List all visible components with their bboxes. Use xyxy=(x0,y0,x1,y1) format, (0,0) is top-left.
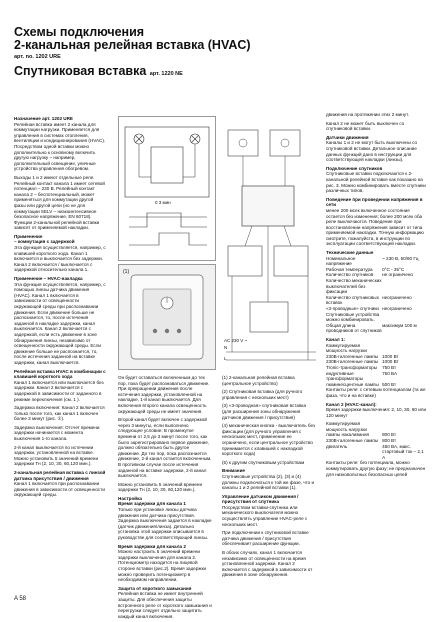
application-heading: Применение xyxy=(14,233,43,239)
column-4 xyxy=(326,112,428,480)
spec-key: Коммутируемая мощность нагрузки xyxy=(326,421,367,432)
delay-on-text: Задержка включения: Канал 2 включается только после того, как канал 1 включен более 3 минут (рис. ②). xyxy=(14,405,105,422)
legend-item-2: (2) Спутниковая вставка (для ручного управления с нескольких мест) xyxy=(222,389,303,400)
protection-text: Релейная вставка не имеет внутренней защиты. Для обеспечения защиты встроенного реле от короткого замыкания и перегрузки следует отдельно защитить каждый канал включения. xyxy=(118,591,212,619)
tech-data-heading: Технические данные xyxy=(326,250,374,256)
spec-value: ~ 230 В, 50/60 Гц xyxy=(382,255,419,261)
sensor-heading: 2-канальная релейная вставка с линзой датчика присутствия / движения xyxy=(14,470,106,481)
satellite-wiring-diagram xyxy=(222,116,320,368)
page-title-line1: Схемы подключения xyxy=(14,25,145,39)
spec-row xyxy=(326,371,428,382)
spec-value: не ограничено xyxy=(382,272,413,278)
spec-key: двигатель xyxy=(326,443,348,449)
control-heading: Управление датчиком движения / присутствия от спутника xyxy=(222,493,299,505)
settings-ch2-heading: Время задержки для канала 2 xyxy=(118,543,186,549)
outputs-text: Выходы 1 и 2 имеют отдельные реле. Релейный контакт канала 1 имеет сетевой потенциал – 230 В. Релейный контакт канала 2 – беспотенциальный, может применяться для коммутации другой фазы или другой цепи (но не для коммутации SELV – низкоинтенсивное безопасное напряжение, EN 60718). Функции 2-канальной релейной вставки зависят от применяемой накладки. xyxy=(14,174,105,231)
behavior-text: менее 200 мсек включенное состояние остается без изменения; более 200 мсек оба реле выключаются. Поведение при восстановлении напряжения зависит от типа применяемой накладки. Точную информацию смотрите, пожалуйста, в инструкции по эксплуатации соответствующей накладки. xyxy=(326,207,424,247)
channel1-specs xyxy=(326,343,428,388)
spec-value: 1000 Вт xyxy=(382,353,399,359)
application-text-2: Эта функция осуществляется, например, с помощью линзы датчика движения (HVAC). Канал 1 включается в зависимости от освещенности окружающей среды при распознавании движения. Если движение больше не распознается, то, после истечения заданной в накладке задержки, канал выключается. Канал 2 включается с задержкой, если есть движение в зоне обнаружения линзы, независимо от освещенности окружающей среды. Если движение больше не распознается, то, после истечения заданной на вставке задержки, канал выключается. xyxy=(14,281,106,365)
spec-key: Количество спутниковых вставок xyxy=(326,294,379,306)
page-number: A 58 xyxy=(14,596,27,602)
protection-heading: Защита от короткого замыкания xyxy=(118,585,192,591)
hvac-text: Канал 1 включается или выключается без задержки. Канал 2 включается с задержкой в зависимости от заданного в режиме переключения (см. 1 ). xyxy=(14,379,104,402)
neutral-label: N xyxy=(224,345,228,350)
column-2 xyxy=(118,375,212,622)
spec-value: 750 ВА xyxy=(382,370,398,376)
col2-text-3: Можно установить 5 значений времени задержки Tн (2, 10, 30, 60,120 мин.). xyxy=(118,481,203,493)
spec-value: 750 Вт xyxy=(382,364,397,370)
control-text-1: Посредством вставки-спутника или механического выключателя можно осуществлять управление HVAC-реле с нескольких мест. xyxy=(222,504,308,527)
purpose-text: Релейная вставка имеет 2 канала для коммутации нагрузки. Применяется для управления в системах отопления, вентиляции и кондиционирования (HVAC). Посредством одной вставки можно дополнительно к основному включить другую нагрузку – например, дополнительный освещение, уличные устройства управления обогревом. xyxy=(14,121,106,172)
spec-row xyxy=(326,278,428,295)
spec-value xyxy=(382,312,428,323)
settings-heading: Настройка xyxy=(118,495,142,501)
spec-key: Рабочая температура xyxy=(326,266,373,272)
spec-key: Количество механических выключателей без фиксации xyxy=(326,278,382,295)
spec-value: 800 Вт xyxy=(382,438,397,444)
spec-key: Коммутируемая мощность нагрузки xyxy=(326,342,367,354)
figure-wiring-satellites xyxy=(222,116,320,368)
figure-device-front xyxy=(118,264,216,370)
channel1-heading: Канал 1: xyxy=(326,336,346,342)
spec-value: неограничено xyxy=(382,294,412,300)
mains-voltage-label: AC 230 V ~ xyxy=(224,338,248,343)
spec-value: 0°C - 35°C xyxy=(382,266,405,272)
spec-key: Tronic-трансформаторы xyxy=(326,364,378,370)
legend-item-1: (1) 2-канальная релейная вставка (центральное устройство) xyxy=(222,375,295,386)
spec-value xyxy=(382,421,428,432)
purpose-heading: Назначение арт. 1202 URE xyxy=(14,116,73,121)
relay-insert-drawing xyxy=(119,265,215,369)
column-1 xyxy=(14,116,106,501)
col2-text-1: Он будет оставаться включенным до тех пор, пока будет распознаваться движение. При прекращении движения после истечения задержки, установленной на накладке, 1-й канал выключается. Для включения второго канала освещенность окружающей среды не имеет значения. xyxy=(118,375,210,414)
phase-label: L xyxy=(224,356,227,361)
article-number: арт. no. 1202 URE xyxy=(14,54,61,60)
spec-key: «3-проводные» спутники xyxy=(326,306,379,311)
settings-ch1-heading: Время задержки для канала 1 xyxy=(118,501,186,507)
spec-key: Номинальное напряжение xyxy=(326,255,356,267)
figure-wiring-1 xyxy=(118,116,216,261)
spec-value: 800 Вт xyxy=(382,432,397,438)
spec-row xyxy=(326,343,428,354)
spec-value xyxy=(382,278,428,295)
channel1-contacts: Контакты реле: с сетевым потенциалом (та же фаза, что и на вставке) xyxy=(326,387,426,398)
spec-row xyxy=(326,323,428,334)
spec-list xyxy=(326,256,428,334)
channel2-heading: Канал 2 (HVAC-канал): xyxy=(326,401,377,407)
hvac-heading: Релейная вставка HVAC в комбинации с клавишей короткого хода xyxy=(14,368,106,380)
spec-value: неограничено xyxy=(382,306,412,311)
spec-key: лампы накаливания xyxy=(326,432,369,438)
delay-adjust-text: 2-й канал выключается по истечении задержки, установленной на вставке. Можно установить 5 значений времени задержки Tн (2, 10, 30, 60,120 мин.). xyxy=(14,444,99,467)
spec-row xyxy=(326,295,428,306)
col2-text-2: Второй канал будет включен с задержкой через 3 минуты, если выполнено следующее условие: В промежутке времени от 2,5 до 3 минут после того, как было зарегистрировано первое движение, должно обязательно быть другое движение. До тех пор, пока распознается движение, 2-й канал остается включенным. В противном случае после истечения заданной на вставке задержки, 2-й канал выключается. xyxy=(118,417,212,479)
delay-off-text: Задержка выключения: Отсчет времени задержки начинается с момента выключения 1-го канала. xyxy=(14,424,100,442)
col4-text-2: Канал 2 не может быть выключен со спутниковой вставки. xyxy=(326,120,405,132)
channel2-delay: Время задержки выключения: 2, 10, 30, 60 или 120 минут xyxy=(326,407,427,418)
spec-key: 230В-галогенные лампы xyxy=(326,438,379,444)
spec-row xyxy=(326,421,428,432)
legend-item-3: (3) «3-проводная» спутниковая вставка (для расширения зоны обнаружения датчиков движения / присутствия) xyxy=(222,403,307,420)
spec-key: 230В-галогенные лампы xyxy=(326,359,379,365)
column-3 xyxy=(222,375,316,581)
wiring-diagram-1 xyxy=(119,117,215,260)
application-text-1: Эта функция осуществляется, например, с клавишей короткого хода. Канал 1 включается и выключается без задержки. Канал 2 включается / выключается с задержкой относительно канала 1. xyxy=(14,245,106,273)
spec-key: 230В-галогенные лампы xyxy=(326,353,379,359)
spec-value xyxy=(382,343,428,354)
section-title-text: Спутниковая вставка xyxy=(14,64,147,78)
page-header xyxy=(14,26,426,78)
spec-key: Количество спутников xyxy=(326,272,374,278)
application-sub-2: Применение – HVAC-накладка xyxy=(14,276,83,282)
control-text-3: В обоих случаях, канал 1 включается независимо от освещенности на время установленной задержки. Канал 2 включается с задержкой в зависимости от движения в зоне обнаружения. xyxy=(222,550,313,578)
col4-text-1: движения на протяжении этих 2 минут. xyxy=(326,112,409,117)
settings-ch1-text: Только при установке линзы датчика движения или датчика присутствия. Задержка выключения задается в накладке (датчик движения/линза). Детально установка этой задержки описывается в руководстве для соответствующей линзы. xyxy=(118,507,212,541)
legend-item-5: (5) к другим спутниковым устройствам xyxy=(222,459,305,465)
spec-key: Общая длина проводников от спутников xyxy=(326,322,382,334)
timing-axis-label: 0 3 мин xyxy=(155,200,171,205)
channel2-specs xyxy=(326,421,428,460)
spec-value: 1000 Вт xyxy=(382,359,399,365)
note-text: Спутниковые устройства (2), (3) и (4) должны подключаться к той же фазе, что и каналы 1 и 2 релейной вставки (1). xyxy=(222,473,315,491)
spec-key: Спутниковые устройства можно комбинировать. xyxy=(326,311,380,323)
figure-callout: (1) xyxy=(123,269,130,275)
channel2-contacts: Контакты реле: без потенциала, можно коммутировать другую фазу; не предназначен для низковольтных безопасных цепей xyxy=(326,460,426,477)
connection-heading: Подключение спутников xyxy=(326,165,383,171)
legend-item-4: (4) механическая кнопка - выключатель без фиксации (для ручного управления с нескольких мест, применение ее ограничено, если центральное устройство принимается с клавишей с накладкой короткого хода) xyxy=(222,423,316,457)
motion-text: Каналы 1 и 2 не могут быть выключены со спутниковой вставки. Детальное описание данных функций дано в инструкции для соответствующей накладки (линзы). xyxy=(326,140,418,163)
settings-ch2-text: Можно настроить 5 значений времени задержки выключения для канала 2. Потенциометр находится на лицевой стороне вставки (рис.2). Время задержки можно проверить потенциометр в необходимом направлении. xyxy=(118,549,207,583)
control-text-2: При подключении к спутниковой вставке датчика движения / присутствия обеспечивает расширение функции. xyxy=(222,530,309,547)
spec-row xyxy=(326,256,428,267)
spec-value: 450 ВА, макс. стартовый ток – 2,1 А xyxy=(382,443,424,460)
spec-value: максимум 100 м xyxy=(382,322,417,328)
motion-heading: Датчики движения xyxy=(326,134,369,140)
spec-row xyxy=(326,312,428,323)
section-title xyxy=(14,64,426,78)
application-sub-1: – коммутация с задержкой xyxy=(14,239,75,245)
page-title-line2: 2-канальная релейная вставка (HVAC) xyxy=(14,38,251,52)
section-article-number: арт. 1220 NE xyxy=(149,71,183,77)
spec-row xyxy=(326,444,428,461)
note-heading: Внимание xyxy=(222,468,245,474)
spec-key: люминесцентные лампы xyxy=(326,381,379,387)
spec-value: 500 Вт xyxy=(382,381,397,387)
sensor-text: Канал 1 включается при распознавании движения в зависимости от освещенности окружающей среды. xyxy=(14,481,105,498)
behavior-heading: Поведение при проведении напряжения в сети xyxy=(326,196,423,208)
spec-key: индуктивные трансформаторы xyxy=(326,370,364,382)
connection-text: Спутниковые вставки подключаются к 2-канальной релейной вставке как показано на рис. 3. Можно комбинировать вместе спутники различных типов. xyxy=(326,171,426,194)
